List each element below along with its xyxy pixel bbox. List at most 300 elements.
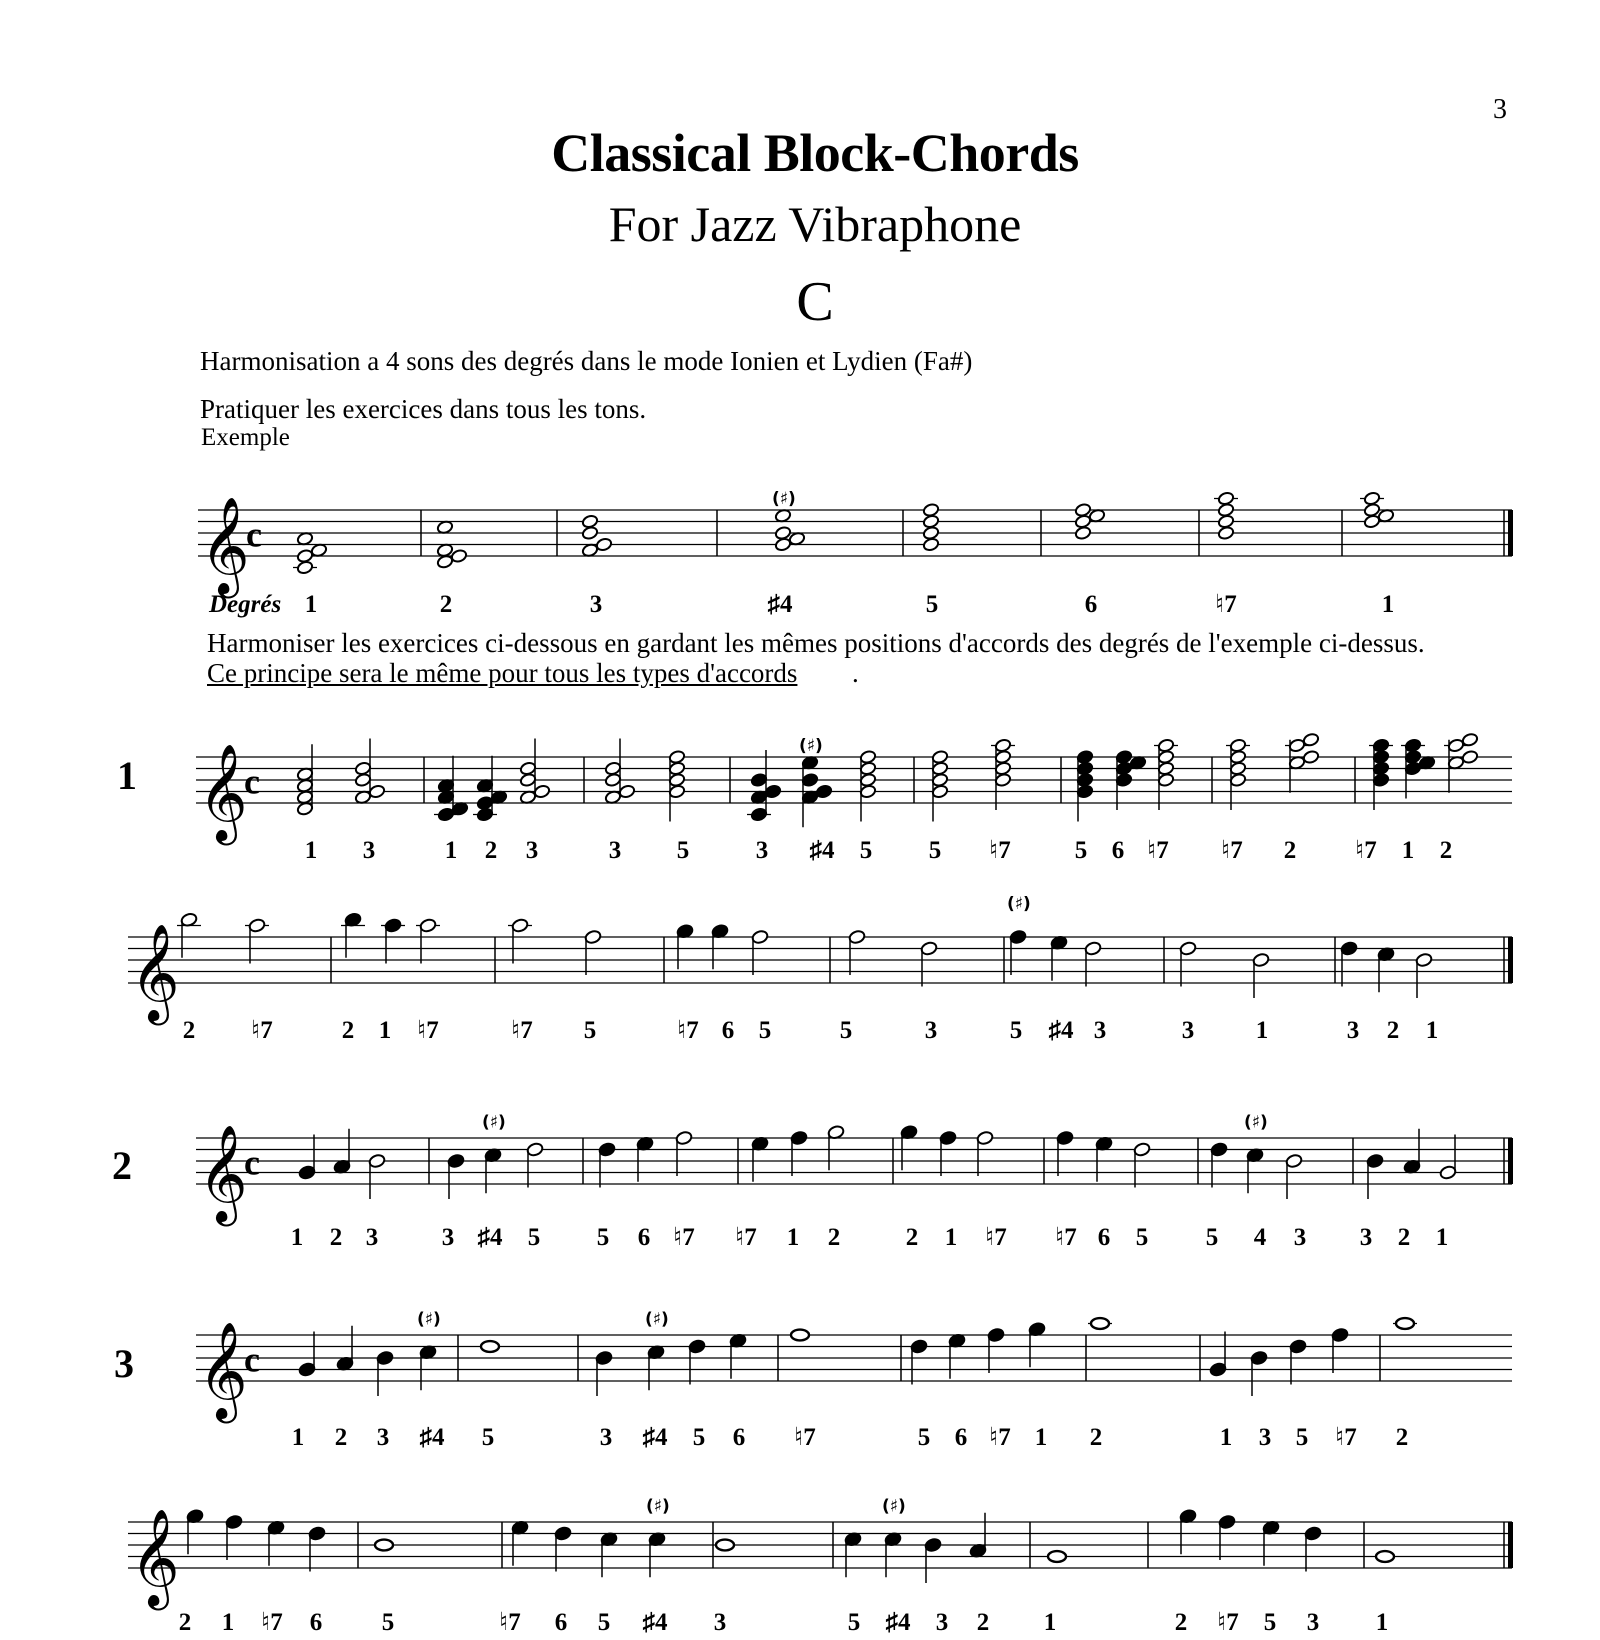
- chord: [799, 736, 833, 828]
- note: [751, 929, 769, 975]
- notehead: [1217, 491, 1234, 506]
- degree-label: 5: [597, 1609, 611, 1636]
- degree-label: 2: [484, 837, 498, 864]
- note: [368, 1153, 386, 1199]
- notehead: [994, 738, 1011, 753]
- notehead: [1048, 1551, 1066, 1562]
- degree-label: 2: [1089, 1424, 1103, 1451]
- notehead: [368, 784, 385, 799]
- chord: [922, 503, 939, 552]
- notehead: [1340, 941, 1358, 956]
- degree-label: 3: [365, 1224, 379, 1251]
- degree-label: 3: [713, 1609, 727, 1636]
- degree-label: 5: [1205, 1224, 1219, 1251]
- note: [791, 1330, 809, 1341]
- time-signature: c: [244, 761, 260, 802]
- degree-label: ♮7: [794, 1424, 816, 1451]
- degree-label: 1: [1219, 1424, 1233, 1451]
- notehead: [447, 1153, 465, 1168]
- chord: [772, 489, 806, 552]
- note: [751, 1136, 769, 1182]
- note: [675, 1130, 693, 1176]
- degree-label: 1: [1401, 837, 1415, 864]
- degree-label: 5: [676, 837, 690, 864]
- notehead: [764, 784, 781, 799]
- notehead: [384, 918, 402, 933]
- note: [844, 1532, 862, 1578]
- degree-label: 5: [1009, 1017, 1023, 1044]
- note: [790, 1130, 808, 1176]
- degree-label: 6: [309, 1609, 323, 1636]
- note: [298, 1332, 316, 1378]
- degree-label: 1: [304, 837, 318, 864]
- notehead: [584, 929, 602, 944]
- note: [511, 1520, 529, 1566]
- degree-label: 2: [341, 1017, 355, 1044]
- notehead: [1133, 1142, 1151, 1157]
- degree-label: 1: [1425, 1017, 1439, 1044]
- notehead: [308, 1526, 326, 1541]
- example-label: Exemple: [201, 424, 290, 451]
- degree-label: ♮7: [735, 1224, 757, 1251]
- degree-label: 5: [692, 1424, 706, 1451]
- chord: [293, 531, 328, 575]
- key-heading: C: [796, 271, 834, 333]
- degree-label: ♮7: [261, 1609, 283, 1636]
- note: [1377, 947, 1395, 993]
- degree-label: 6: [554, 1609, 568, 1636]
- note: [1289, 1339, 1307, 1385]
- degree-label: 3: [1181, 1017, 1195, 1044]
- notehead: [1157, 738, 1174, 753]
- degree-label: ♮7: [989, 1424, 1011, 1451]
- degree-label: ♯4: [642, 1609, 668, 1636]
- notehead: [1302, 732, 1319, 747]
- cautionary-sharp-icon: (♯): [882, 1496, 906, 1517]
- notehead: [225, 1514, 243, 1529]
- degree-label: 3: [1093, 1017, 1107, 1044]
- chord: [1154, 738, 1178, 810]
- degree-label: 6: [1097, 1224, 1111, 1251]
- notehead: [1376, 1551, 1394, 1562]
- treble-clef-icon: 𝄞: [130, 1508, 180, 1606]
- degree-label: 6: [954, 1424, 968, 1451]
- notehead: [920, 941, 938, 956]
- note: [245, 918, 269, 964]
- degree-label: 2: [1283, 837, 1297, 864]
- note: [646, 1496, 670, 1577]
- degree-label: 3: [1258, 1424, 1272, 1451]
- note: [1304, 1526, 1322, 1572]
- degree-label: ♮7: [511, 1017, 533, 1044]
- notehead: [848, 929, 866, 944]
- degree-label: 5: [1295, 1424, 1309, 1451]
- note: [381, 918, 405, 964]
- degree-label: 5: [481, 1424, 495, 1451]
- degree-label: ♮7: [1147, 837, 1169, 864]
- chord: [931, 750, 948, 822]
- notehead: [375, 1540, 393, 1551]
- note: [676, 924, 694, 970]
- note: [447, 1153, 465, 1199]
- instruction-period: .: [852, 658, 859, 688]
- note: [1179, 1509, 1197, 1555]
- degree-label: 1: [221, 1609, 235, 1636]
- degrees-label: Degrés: [209, 591, 282, 618]
- degree-label: ♯4: [477, 1224, 503, 1251]
- notehead: [526, 1142, 544, 1157]
- chord: [668, 750, 685, 822]
- note: [688, 1339, 706, 1385]
- note: [1250, 1350, 1268, 1396]
- degree-label: 3: [376, 1424, 390, 1451]
- notehead: [859, 750, 876, 765]
- note: [1056, 1130, 1074, 1176]
- notehead: [368, 1153, 386, 1168]
- note: [987, 1327, 1005, 1373]
- degree-label: ♯4: [809, 837, 835, 864]
- chord: [747, 750, 782, 822]
- degree-label: 5: [583, 1017, 597, 1044]
- degree-label: 3: [525, 837, 539, 864]
- final-barline-thick: [1508, 1522, 1513, 1568]
- chord: [604, 739, 635, 805]
- degree-label: 4: [1253, 1224, 1267, 1251]
- note: [1244, 1112, 1268, 1193]
- notehead: [1091, 1318, 1109, 1329]
- note: [595, 1350, 613, 1396]
- chord: [1226, 738, 1250, 810]
- time-signature: c: [244, 1339, 260, 1380]
- degree-label: 2: [439, 591, 453, 618]
- cautionary-sharp-icon: (♯): [417, 1309, 441, 1330]
- treble-clef-icon: 𝄞: [198, 1124, 248, 1222]
- notehead: [1363, 491, 1380, 506]
- notehead: [924, 1537, 942, 1552]
- degree-label: ♮7: [1335, 1424, 1357, 1451]
- note: [1340, 941, 1358, 987]
- degree-label: 2: [827, 1224, 841, 1251]
- note: [976, 1130, 994, 1176]
- notehead: [922, 503, 939, 518]
- notehead: [1285, 1153, 1303, 1168]
- exercise-number-1: 1: [117, 753, 137, 798]
- degree-label: 6: [721, 1017, 735, 1044]
- chord: [434, 756, 469, 822]
- degree-label: ♯4: [419, 1424, 445, 1451]
- notehead: [1461, 732, 1478, 747]
- notehead: [598, 1142, 616, 1157]
- degree-label: ♮7: [417, 1017, 439, 1044]
- notehead: [1331, 1327, 1349, 1342]
- chord: [473, 756, 508, 822]
- notehead: [976, 1130, 994, 1145]
- notehead: [801, 773, 818, 788]
- degree-label: 5: [928, 837, 942, 864]
- notehead: [931, 750, 948, 765]
- chord: [1076, 750, 1093, 822]
- note: [600, 1532, 618, 1578]
- notehead: [1209, 1362, 1227, 1377]
- note: [729, 1333, 747, 1379]
- instruction-text: Harmoniser les exercices ci-dessous en gardant les mêmes positions d'accords des degrés de l'exemple ci-dessus.: [207, 628, 1425, 658]
- note: [1095, 1136, 1113, 1182]
- note: [924, 1537, 942, 1583]
- notehead: [298, 1165, 316, 1180]
- degree-label: 1: [291, 1424, 305, 1451]
- notehead: [595, 1350, 613, 1365]
- note: [554, 1526, 572, 1572]
- degree-label: 5: [925, 591, 939, 618]
- notehead: [910, 1339, 928, 1354]
- degree-label: 5: [859, 837, 873, 864]
- degree-label: ♮7: [1055, 1224, 1077, 1251]
- notehead: [1304, 1526, 1322, 1541]
- notehead: [1229, 738, 1246, 753]
- staff: [128, 923, 1513, 1025]
- degree-label: 5: [596, 1224, 610, 1251]
- degree-label: 3: [1306, 1609, 1320, 1636]
- note: [1393, 1318, 1417, 1329]
- note: [333, 1129, 351, 1175]
- chord: [1360, 491, 1395, 529]
- time-signature: c: [246, 514, 262, 555]
- note: [636, 1136, 654, 1182]
- notehead: [450, 549, 467, 564]
- notehead: [1250, 1350, 1268, 1365]
- degree-label: ♮7: [985, 1224, 1007, 1251]
- note: [177, 912, 201, 958]
- notehead: [939, 1130, 957, 1145]
- note: [298, 1135, 316, 1181]
- degree-label: 2: [334, 1424, 348, 1451]
- degree-label: ♮7: [989, 837, 1011, 864]
- note: [1007, 894, 1031, 975]
- notehead: [618, 784, 635, 799]
- degree-label: 3: [1359, 1224, 1373, 1251]
- degree-label: 6: [637, 1224, 651, 1251]
- time-signature: c: [244, 1142, 260, 1183]
- intro-text: Harmonisation a 4 sons des degrés dans le mode Ionien et Lydien (Fa#): [200, 346, 973, 376]
- degree-label: 5: [839, 1017, 853, 1044]
- notehead: [519, 761, 536, 776]
- degree-label: 3: [599, 1424, 613, 1451]
- chord: [1369, 738, 1393, 810]
- page-subtitle: For Jazz Vibraphone: [608, 196, 1022, 252]
- degree-label: 6: [732, 1424, 746, 1451]
- note: [375, 1540, 393, 1551]
- degree-label: 5: [1074, 837, 1088, 864]
- note: [1210, 1142, 1228, 1188]
- cautionary-sharp-icon: (♯): [1007, 894, 1031, 914]
- note: [645, 1309, 669, 1390]
- notehead: [1179, 941, 1197, 956]
- note: [1415, 952, 1433, 998]
- notehead: [688, 1339, 706, 1354]
- notehead: [298, 1362, 316, 1377]
- note: [376, 1350, 394, 1396]
- degree-label: ♮7: [1355, 837, 1377, 864]
- notehead: [419, 918, 437, 933]
- degree-label: 3: [924, 1017, 938, 1044]
- notehead: [604, 761, 621, 776]
- degree-label: 5: [847, 1609, 861, 1636]
- notehead: [1415, 952, 1433, 967]
- note: [716, 1540, 734, 1551]
- notehead: [1056, 1130, 1074, 1145]
- degree-label: 1: [1381, 591, 1395, 618]
- notehead: [1396, 1318, 1414, 1329]
- note: [186, 1509, 204, 1555]
- page-number: 3: [1493, 94, 1507, 125]
- degree-label: 2: [1397, 1224, 1411, 1251]
- note: [416, 918, 440, 964]
- instruction-underlined-text: Ce principe sera le même pour tous les types d'accords: [207, 658, 798, 688]
- degree-label: 1: [1043, 1609, 1057, 1636]
- note: [308, 1526, 326, 1572]
- degree-label: 3: [935, 1609, 949, 1636]
- notehead: [376, 1350, 394, 1365]
- note: [482, 1112, 506, 1193]
- note: [417, 1309, 441, 1390]
- degree-label: ♯4: [642, 1424, 668, 1451]
- note: [920, 941, 938, 987]
- cautionary-sharp-icon: (♯): [645, 1309, 669, 1330]
- degree-label: 3: [1346, 1017, 1360, 1044]
- degree-label: ♮7: [673, 1224, 695, 1251]
- notehead: [1210, 1142, 1228, 1157]
- notehead: [248, 918, 266, 933]
- exercise-number-3: 3: [114, 1341, 134, 1386]
- notehead: [481, 1341, 499, 1352]
- degree-label: ♮7: [1217, 1609, 1239, 1636]
- degree-label: 2: [329, 1224, 343, 1251]
- notehead: [750, 807, 767, 822]
- notehead: [790, 1130, 808, 1145]
- degree-label: 5: [917, 1424, 931, 1451]
- chord: [581, 514, 612, 558]
- notehead: [1461, 750, 1478, 765]
- treble-clef-icon: 𝄞: [198, 743, 248, 841]
- degree-label: 1: [1255, 1017, 1269, 1044]
- chord: [859, 750, 876, 822]
- notehead: [716, 1540, 734, 1551]
- note: [336, 1326, 354, 1372]
- note: [900, 1125, 918, 1171]
- treble-clef-icon: 𝄞: [130, 923, 180, 1021]
- note: [526, 1142, 544, 1188]
- notehead: [1115, 750, 1132, 765]
- exercise-number-2: 2: [112, 1143, 132, 1188]
- note: [1403, 1129, 1421, 1175]
- note: [1366, 1153, 1384, 1199]
- notehead: [1439, 1165, 1457, 1180]
- notehead: [1218, 1514, 1236, 1529]
- notehead: [1372, 738, 1389, 753]
- degree-label: ♯4: [767, 591, 793, 618]
- note: [341, 912, 365, 958]
- notehead: [815, 784, 832, 799]
- notehead: [511, 918, 529, 933]
- degree-label: 1: [786, 1224, 800, 1251]
- degree-label: 5: [758, 1017, 772, 1044]
- note: [1088, 1318, 1112, 1329]
- degree-label: 1: [444, 837, 458, 864]
- degree-label: 2: [182, 1017, 196, 1044]
- note: [508, 918, 532, 964]
- degree-label: 2: [976, 1609, 990, 1636]
- notehead: [751, 929, 769, 944]
- degree-label: 2: [178, 1609, 192, 1636]
- treble-clef-icon: 𝄞: [200, 496, 250, 594]
- note: [1218, 1514, 1236, 1560]
- degree-label: ♮7: [1215, 591, 1237, 618]
- notehead: [1076, 750, 1093, 765]
- note: [1048, 1551, 1066, 1562]
- notehead: [1302, 750, 1319, 765]
- degree-label: 6: [1084, 591, 1098, 618]
- note: [1133, 1142, 1151, 1188]
- notehead: [675, 1130, 693, 1145]
- staff: [198, 496, 1513, 598]
- degree-label: 3: [362, 837, 376, 864]
- degree-label: 5: [1135, 1224, 1149, 1251]
- note: [1439, 1135, 1457, 1181]
- note: [584, 929, 602, 975]
- degree-label: 2: [1439, 837, 1453, 864]
- notehead: [987, 1327, 1005, 1342]
- notehead: [1084, 941, 1102, 956]
- notehead: [595, 537, 612, 552]
- degree-label: 5: [527, 1224, 541, 1251]
- chord: [354, 739, 385, 805]
- notehead: [750, 773, 767, 788]
- practice-text: Pratiquer les exercices dans tous les tons.: [200, 394, 647, 424]
- degree-label: 3: [1293, 1224, 1307, 1251]
- notehead: [1074, 503, 1091, 518]
- degree-label: 2: [1386, 1017, 1400, 1044]
- note: [1331, 1327, 1349, 1373]
- chord: [1285, 732, 1320, 792]
- degree-label: ♮7: [499, 1609, 521, 1636]
- notehead: [668, 750, 685, 765]
- degree-label: 1: [944, 1224, 958, 1251]
- treble-clef-icon: 𝄞: [198, 1321, 248, 1419]
- degree-label: 6: [1111, 837, 1125, 864]
- degree-label: 3: [589, 591, 603, 618]
- cautionary-sharp-icon: (♯): [482, 1112, 506, 1133]
- note: [267, 1520, 285, 1566]
- note: [939, 1130, 957, 1176]
- degree-label: ♯4: [1048, 1017, 1074, 1044]
- page-title: Classical Block-Chords: [551, 123, 1079, 183]
- notehead: [533, 784, 550, 799]
- degree-label: 3: [608, 837, 622, 864]
- note: [882, 1496, 906, 1577]
- note: [1209, 1332, 1227, 1378]
- degree-label: 1: [290, 1224, 304, 1251]
- note: [598, 1142, 616, 1188]
- notehead: [791, 1330, 809, 1341]
- notehead: [1289, 1339, 1307, 1354]
- degree-label: ♮7: [677, 1017, 699, 1044]
- note: [1028, 1322, 1046, 1368]
- final-barline-thick: [1508, 510, 1513, 556]
- degree-label: 1: [1375, 1609, 1389, 1636]
- note: [848, 929, 866, 975]
- degree-label: 1: [378, 1017, 392, 1044]
- notehead: [774, 526, 791, 541]
